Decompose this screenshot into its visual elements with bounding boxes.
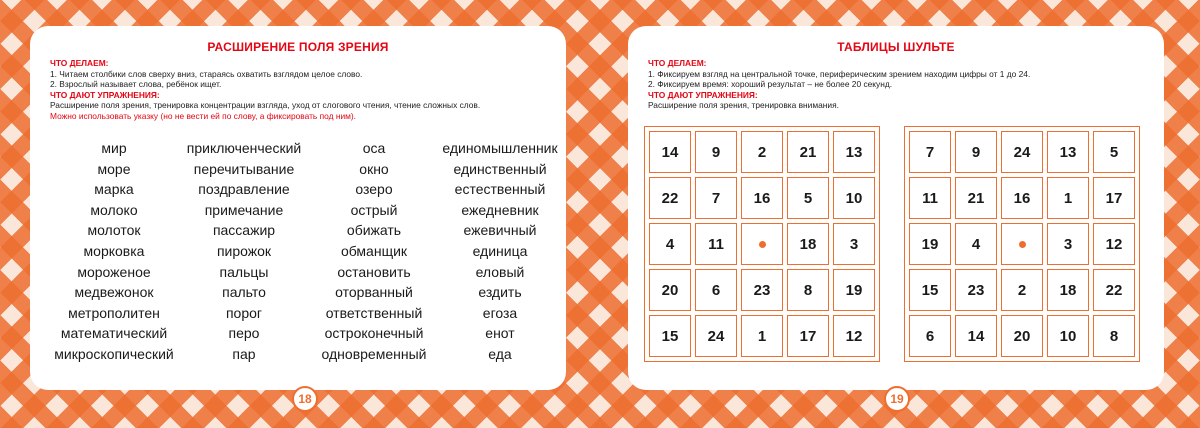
word-item: пассажир (212, 222, 276, 239)
step-1: 1. Фиксируем взгляд на центральной точке, периферическим зрением находим цифры от 1 до 24. (648, 68, 1031, 79)
word-item: мороженое (77, 263, 151, 280)
word-item: одновременный (321, 345, 427, 362)
table-cell: 18 (1047, 269, 1089, 311)
word-item: озеро (355, 181, 393, 198)
table-cell: 2 (1001, 269, 1043, 311)
page-title: РАСШИРЕНИЕ ПОЛЯ ЗРЕНИЯ (207, 40, 389, 54)
table-cell: 1 (1047, 177, 1089, 219)
word-item: пальцы (219, 263, 269, 280)
table-cell: 22 (1093, 269, 1135, 311)
table-cell: 16 (1001, 177, 1043, 219)
word-column-p (174, 138, 314, 365)
table-cell: 5 (787, 177, 829, 219)
word-item: мир (101, 140, 127, 156)
page-number-left: 18 (292, 386, 318, 412)
word-item: микроскопический (54, 345, 174, 362)
table-cell: 21 (955, 177, 997, 219)
word-item: обижать (346, 222, 402, 239)
table-cell: 7 (909, 131, 951, 173)
what-we-do-heading: ЧТО ДЕЛАЕМ: (50, 58, 109, 68)
table-cell: 23 (955, 269, 997, 311)
word-item: пирожок (216, 242, 272, 259)
benefits-heading: ЧТО ДАЮТ УПРАЖНЕНИЯ: (648, 89, 758, 100)
word-item: единомышленник (442, 140, 558, 156)
table-cell: 4 (955, 223, 997, 265)
table-cell: 11 (695, 223, 737, 265)
table-cell: 12 (1093, 223, 1135, 265)
word-item: молоток (87, 222, 141, 239)
schulte-table-1 (644, 126, 880, 362)
schulte-table-2 (904, 126, 1140, 362)
table-cell: 7 (695, 177, 737, 219)
table-cell: 15 (649, 315, 691, 357)
instructions (648, 58, 1160, 111)
table-cell: 14 (955, 315, 997, 357)
table-cell: 8 (787, 269, 829, 311)
word-item: примечание (204, 201, 284, 218)
table-cell: 20 (1001, 315, 1043, 357)
table-cell: 10 (833, 177, 875, 219)
word-item: пар (232, 345, 256, 362)
word-item: единственный (453, 160, 547, 177)
word-item: молоко (90, 201, 138, 218)
center-dot-cell (741, 223, 783, 265)
word-item: егоза (482, 304, 518, 321)
table-cell: 20 (649, 269, 691, 311)
benefits-text: Расширение поля зрения, тренировка концентрации взгляда, уход от слогового чтения, чтение сложных слов. (50, 100, 481, 111)
pointer-note: Можно использовать указку (но не вести ей по слову, а фиксировать под ним). (50, 110, 357, 121)
table-cell: 9 (695, 131, 737, 173)
word-item: единица (472, 242, 528, 259)
word-item: перечитывание (193, 160, 295, 177)
word-item: метрополитен (68, 304, 160, 321)
step-1: 1. Читаем столбики слов сверху вниз, стараясь охватить взглядом целое слово. (50, 68, 363, 79)
word-item: ответственный (325, 304, 423, 321)
table-cell: 18 (787, 223, 829, 265)
table-cell: 6 (909, 315, 951, 357)
benefits-text: Расширение поля зрения, тренировка внимания. (648, 100, 839, 111)
word-item: острый (350, 201, 398, 218)
benefits-heading: ЧТО ДАЮТ УПРАЖНЕНИЯ: (50, 89, 160, 100)
table-cell: 11 (909, 177, 951, 219)
word-columns (34, 138, 562, 368)
table-cell: 12 (833, 315, 875, 357)
table-cell: 1 (741, 315, 783, 357)
word-item: приключенческий (186, 140, 302, 156)
word-item: поздравление (198, 181, 290, 198)
word-item: перо (228, 325, 260, 342)
step-2: 2. Фиксируем время: хороший результат – не более 20 секунд. (648, 79, 893, 90)
word-column-o (304, 138, 444, 365)
table-cell: 19 (833, 269, 875, 311)
word-item: енот (485, 325, 515, 342)
word-item: марка (94, 181, 134, 198)
table-cell: 22 (649, 177, 691, 219)
table-cell: 4 (649, 223, 691, 265)
table-cell: 3 (1047, 223, 1089, 265)
table-cell: 9 (955, 131, 997, 173)
word-item: еловый (475, 263, 525, 280)
word-item: оторванный (335, 284, 413, 301)
left-page (34, 30, 562, 386)
word-item: ежевичный (463, 222, 537, 239)
table-cell: 16 (741, 177, 783, 219)
page-title: ТАБЛИЦЫ ШУЛЬТЕ (837, 40, 955, 54)
right-page (632, 30, 1160, 386)
word-item: ежедневник (461, 201, 539, 218)
table-cell: 14 (649, 131, 691, 173)
word-item: обманщик (340, 242, 408, 259)
word-item: окно (359, 160, 389, 177)
word-item: математический (60, 325, 168, 342)
word-item: ездить (478, 284, 522, 301)
word-item: пальто (222, 284, 266, 301)
table-cell: 10 (1047, 315, 1089, 357)
page-number-right: 19 (884, 386, 910, 412)
table-cell: 13 (833, 131, 875, 173)
what-we-do-heading: ЧТО ДЕЛАЕМ: (648, 58, 707, 68)
table-cell: 15 (909, 269, 951, 311)
step-2: 2. Взрослый называет слова, ребёнок ищет. (50, 79, 222, 90)
table-cell: 6 (695, 269, 737, 311)
center-dot-cell (1001, 223, 1043, 265)
table-cell: 2 (741, 131, 783, 173)
word-item: остановить (337, 263, 411, 280)
table-cell: 8 (1093, 315, 1135, 357)
word-item: порог (225, 304, 263, 321)
table-cell: 24 (695, 315, 737, 357)
table-cell: 23 (741, 269, 783, 311)
word-item: медвежонок (74, 284, 154, 301)
table-cell: 19 (909, 223, 951, 265)
table-cell: 21 (787, 131, 829, 173)
table-cell: 13 (1047, 131, 1089, 173)
word-item: естественный (454, 181, 546, 198)
word-column-e (430, 138, 570, 365)
table-cell: 3 (833, 223, 875, 265)
word-item: море (97, 160, 131, 177)
table-cell: 5 (1093, 131, 1135, 173)
word-column-m (44, 138, 184, 365)
table-cell: 17 (1093, 177, 1135, 219)
word-item: еда (488, 345, 512, 362)
table-cell: 17 (787, 315, 829, 357)
table-cell: 24 (1001, 131, 1043, 173)
word-item: остроконечный (324, 325, 424, 342)
word-item: морковка (83, 242, 145, 259)
word-item: оса (362, 140, 386, 156)
instructions (50, 58, 562, 122)
